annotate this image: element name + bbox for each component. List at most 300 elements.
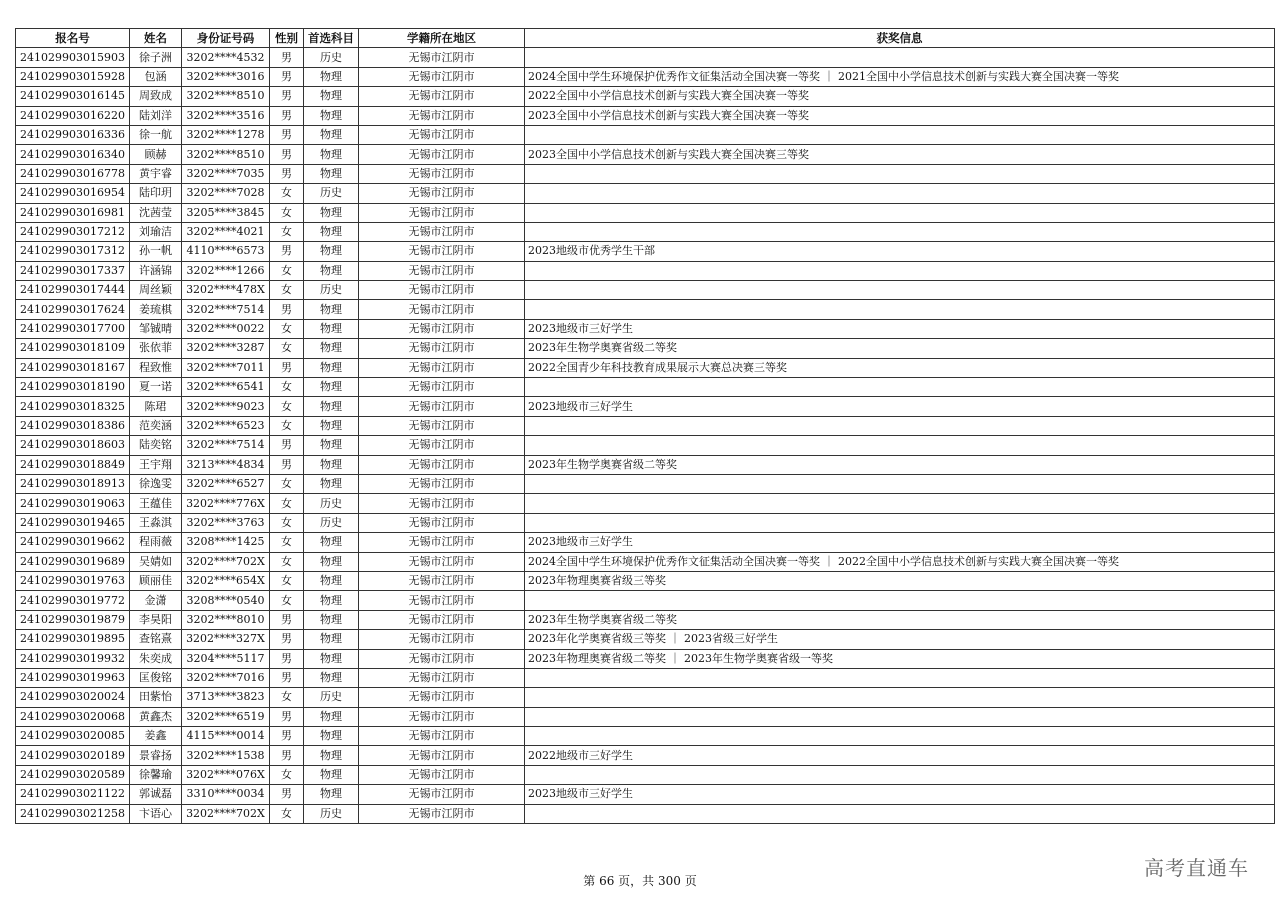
page-footer: 第 66 页，共 300 页 — [583, 874, 697, 888]
region-cell: 无锡市江阴市 — [358, 727, 524, 746]
gender-cell: 男 — [269, 242, 303, 261]
awards-cell — [524, 184, 1274, 203]
id-number-cell: 3205****3845 — [181, 203, 269, 222]
name-cell: 孙一帆 — [129, 242, 181, 261]
awards-cell — [524, 727, 1274, 746]
gender-cell: 男 — [269, 48, 303, 67]
subject-cell: 物理 — [303, 765, 358, 784]
gender-cell: 男 — [269, 707, 303, 726]
id-number-cell: 3202****8510 — [181, 87, 269, 106]
id-number-cell: 3202****776X — [181, 494, 269, 513]
gender-cell: 男 — [269, 649, 303, 668]
id-number-cell: 3202****7514 — [181, 300, 269, 319]
subject-cell: 物理 — [303, 339, 358, 358]
region-cell: 无锡市江阴市 — [358, 649, 524, 668]
region-cell: 无锡市江阴市 — [358, 242, 524, 261]
gender-cell: 女 — [269, 571, 303, 590]
table-row — [16, 184, 1275, 203]
awards-cell — [524, 494, 1274, 513]
registration-no-cell: 241029903018913 — [16, 474, 130, 493]
name-cell: 夏一诺 — [129, 378, 181, 397]
name-cell: 郭诚磊 — [129, 785, 181, 804]
registration-no-cell: 241029903017700 — [16, 319, 130, 338]
registration-no-cell: 241029903016954 — [16, 184, 130, 203]
table-row — [16, 397, 1275, 416]
registration-no-cell: 241029903019689 — [16, 552, 130, 571]
gender-cell: 男 — [269, 785, 303, 804]
id-number-cell: 3213****4834 — [181, 455, 269, 474]
registration-no-cell: 241029903019963 — [16, 668, 130, 687]
gender-cell: 男 — [269, 67, 303, 86]
awards-cell: 2023全国中小学信息技术创新与实践大赛全国决赛一等奖 — [524, 106, 1274, 125]
region-cell: 无锡市江阴市 — [358, 164, 524, 183]
gender-cell: 男 — [269, 145, 303, 164]
gender-cell: 女 — [269, 397, 303, 416]
registration-no-cell: 241029903019772 — [16, 591, 130, 610]
id-number-cell: 3208****0540 — [181, 591, 269, 610]
name-cell: 匡俊铭 — [129, 668, 181, 687]
gender-cell: 女 — [269, 281, 303, 300]
registration-no-cell: 241029903016778 — [16, 164, 130, 183]
table-row — [16, 630, 1275, 649]
registration-no-cell: 241029903020589 — [16, 765, 130, 784]
table-row — [16, 164, 1275, 183]
name-cell: 金潇 — [129, 591, 181, 610]
registration-no-cell: 241029903019763 — [16, 571, 130, 590]
subject-cell: 物理 — [303, 319, 358, 338]
awards-cell — [524, 436, 1274, 455]
name-cell: 张依菲 — [129, 339, 181, 358]
table-row — [16, 610, 1275, 629]
registration-no-cell: 241029903019879 — [16, 610, 130, 629]
name-cell: 周致成 — [129, 87, 181, 106]
id-number-cell: 4110****6573 — [181, 242, 269, 261]
subject-cell: 物理 — [303, 87, 358, 106]
registration-no-cell: 241029903015928 — [16, 67, 130, 86]
awards-cell: 2024全国中学生环境保护优秀作文征集活动全国决赛一等奖 ｜ 2021全国中小学信息技术创新与实践大赛全国决赛一等奖 — [524, 67, 1274, 86]
gender-cell: 女 — [269, 552, 303, 571]
id-number-cell: 3202****8010 — [181, 610, 269, 629]
gender-cell: 女 — [269, 222, 303, 241]
table-row — [16, 474, 1275, 493]
awards-cell: 2022全国青少年科技教育成果展示大赛总决赛三等奖 — [524, 358, 1274, 377]
region-cell: 无锡市江阴市 — [358, 571, 524, 590]
subject-cell: 物理 — [303, 416, 358, 435]
id-number-cell: 3202****3516 — [181, 106, 269, 125]
subject-cell: 物理 — [303, 164, 358, 183]
region-cell: 无锡市江阴市 — [358, 785, 524, 804]
registration-no-cell: 241029903019932 — [16, 649, 130, 668]
gender-cell: 女 — [269, 339, 303, 358]
id-number-cell: 3202****4532 — [181, 48, 269, 67]
table-header-row — [16, 29, 1275, 48]
name-cell: 许涵锦 — [129, 261, 181, 280]
name-cell: 徐一航 — [129, 125, 181, 144]
table-row — [16, 416, 1275, 435]
table-row — [16, 668, 1275, 687]
gender-cell: 女 — [269, 494, 303, 513]
awards-cell — [524, 688, 1274, 707]
subject-cell: 物理 — [303, 436, 358, 455]
awards-cell — [524, 591, 1274, 610]
admissions-table — [15, 28, 1275, 824]
awards-cell — [524, 300, 1274, 319]
table-row — [16, 125, 1275, 144]
table-row — [16, 804, 1275, 823]
name-cell: 李昊阳 — [129, 610, 181, 629]
region-cell: 无锡市江阴市 — [358, 222, 524, 241]
subject-cell: 物理 — [303, 746, 358, 765]
name-cell: 田紫怡 — [129, 688, 181, 707]
subject-cell: 物理 — [303, 125, 358, 144]
registration-no-cell: 241029903015903 — [16, 48, 130, 67]
gender-cell: 女 — [269, 416, 303, 435]
id-number-cell: 3310****0034 — [181, 785, 269, 804]
header-name: 姓名 — [129, 29, 181, 48]
region-cell: 无锡市江阴市 — [358, 281, 524, 300]
region-cell: 无锡市江阴市 — [358, 668, 524, 687]
id-number-cell: 3202****1278 — [181, 125, 269, 144]
name-cell: 顾赫 — [129, 145, 181, 164]
gender-cell: 男 — [269, 300, 303, 319]
awards-cell: 2023地级市三好学生 — [524, 319, 1274, 338]
region-cell: 无锡市江阴市 — [358, 804, 524, 823]
registration-no-cell: 241029903018325 — [16, 397, 130, 416]
awards-cell: 2023年生物学奥赛省级二等奖 — [524, 339, 1274, 358]
id-number-cell: 3202****3016 — [181, 67, 269, 86]
registration-no-cell: 241029903021122 — [16, 785, 130, 804]
subject-cell: 历史 — [303, 688, 358, 707]
gender-cell: 男 — [269, 610, 303, 629]
region-cell: 无锡市江阴市 — [358, 494, 524, 513]
subject-cell: 物理 — [303, 261, 358, 280]
gender-cell: 男 — [269, 455, 303, 474]
gender-cell: 男 — [269, 746, 303, 765]
id-number-cell: 4115****0014 — [181, 727, 269, 746]
id-number-cell: 3202****478X — [181, 281, 269, 300]
id-number-cell: 3202****654X — [181, 571, 269, 590]
region-cell: 无锡市江阴市 — [358, 688, 524, 707]
region-cell: 无锡市江阴市 — [358, 48, 524, 67]
id-number-cell: 3202****702X — [181, 804, 269, 823]
table-row — [16, 591, 1275, 610]
awards-cell: 2023地级市优秀学生干部 — [524, 242, 1274, 261]
registration-no-cell: 241029903017624 — [16, 300, 130, 319]
region-cell: 无锡市江阴市 — [358, 416, 524, 435]
awards-cell — [524, 125, 1274, 144]
table-row — [16, 87, 1275, 106]
registration-no-cell: 241029903018386 — [16, 416, 130, 435]
table-row — [16, 746, 1275, 765]
gender-cell: 女 — [269, 378, 303, 397]
region-cell: 无锡市江阴市 — [358, 203, 524, 222]
id-number-cell: 3202****3763 — [181, 513, 269, 532]
name-cell: 景睿扬 — [129, 746, 181, 765]
name-cell: 朱奕成 — [129, 649, 181, 668]
subject-cell: 历史 — [303, 184, 358, 203]
id-number-cell: 3202****8510 — [181, 145, 269, 164]
region-cell: 无锡市江阴市 — [358, 125, 524, 144]
gender-cell: 女 — [269, 688, 303, 707]
header-region: 学籍所在地区 — [358, 29, 524, 48]
name-cell: 姜琉棋 — [129, 300, 181, 319]
id-number-cell: 3202****6541 — [181, 378, 269, 397]
id-number-cell: 3202****3287 — [181, 339, 269, 358]
id-number-cell: 3204****5117 — [181, 649, 269, 668]
gender-cell: 男 — [269, 668, 303, 687]
table-row — [16, 707, 1275, 726]
region-cell: 无锡市江阴市 — [358, 513, 524, 532]
awards-cell — [524, 416, 1274, 435]
gender-cell: 女 — [269, 319, 303, 338]
region-cell: 无锡市江阴市 — [358, 455, 524, 474]
subject-cell: 历史 — [303, 513, 358, 532]
gender-cell: 女 — [269, 261, 303, 280]
awards-cell: 2022地级市三好学生 — [524, 746, 1274, 765]
table-row — [16, 261, 1275, 280]
subject-cell: 物理 — [303, 727, 358, 746]
table-row — [16, 319, 1275, 338]
name-cell: 陆印玥 — [129, 184, 181, 203]
name-cell: 徐馨瑜 — [129, 765, 181, 784]
name-cell: 范奕涵 — [129, 416, 181, 435]
registration-no-cell: 241029903021258 — [16, 804, 130, 823]
awards-cell: 2023地级市三好学生 — [524, 785, 1274, 804]
registration-no-cell: 241029903018190 — [16, 378, 130, 397]
subject-cell: 物理 — [303, 397, 358, 416]
id-number-cell: 3202****4021 — [181, 222, 269, 241]
registration-no-cell: 241029903018849 — [16, 455, 130, 474]
awards-cell — [524, 378, 1274, 397]
registration-no-cell: 241029903020068 — [16, 707, 130, 726]
registration-no-cell: 241029903017312 — [16, 242, 130, 261]
gender-cell: 女 — [269, 533, 303, 552]
region-cell: 无锡市江阴市 — [358, 474, 524, 493]
awards-cell: 2023年生物学奥赛省级二等奖 — [524, 455, 1274, 474]
table-row — [16, 649, 1275, 668]
name-cell: 徐子洲 — [129, 48, 181, 67]
awards-cell — [524, 474, 1274, 493]
table-row — [16, 378, 1275, 397]
registration-no-cell: 241029903018603 — [16, 436, 130, 455]
id-number-cell: 3202****6527 — [181, 474, 269, 493]
id-number-cell: 3202****7028 — [181, 184, 269, 203]
region-cell: 无锡市江阴市 — [358, 106, 524, 125]
registration-no-cell: 241029903018167 — [16, 358, 130, 377]
subject-cell: 物理 — [303, 455, 358, 474]
awards-cell: 2023地级市三好学生 — [524, 397, 1274, 416]
gender-cell: 女 — [269, 513, 303, 532]
name-cell: 吴婧如 — [129, 552, 181, 571]
subject-cell: 物理 — [303, 222, 358, 241]
table-row — [16, 513, 1275, 532]
name-cell: 陈珺 — [129, 397, 181, 416]
table-row — [16, 281, 1275, 300]
subject-cell: 物理 — [303, 785, 358, 804]
subject-cell: 物理 — [303, 630, 358, 649]
region-cell: 无锡市江阴市 — [358, 610, 524, 629]
region-cell: 无锡市江阴市 — [358, 300, 524, 319]
id-number-cell: 3202****327X — [181, 630, 269, 649]
id-number-cell: 3202****9023 — [181, 397, 269, 416]
region-cell: 无锡市江阴市 — [358, 630, 524, 649]
region-cell: 无锡市江阴市 — [358, 378, 524, 397]
name-cell: 陆奕铭 — [129, 436, 181, 455]
region-cell: 无锡市江阴市 — [358, 145, 524, 164]
subject-cell: 物理 — [303, 67, 358, 86]
region-cell: 无锡市江阴市 — [358, 533, 524, 552]
subject-cell: 物理 — [303, 106, 358, 125]
subject-cell: 历史 — [303, 48, 358, 67]
id-number-cell: 3202****7514 — [181, 436, 269, 455]
subject-cell: 历史 — [303, 281, 358, 300]
name-cell: 查铭熹 — [129, 630, 181, 649]
name-cell: 卞语心 — [129, 804, 181, 823]
registration-no-cell: 241029903016336 — [16, 125, 130, 144]
id-number-cell: 3713****3823 — [181, 688, 269, 707]
subject-cell: 历史 — [303, 804, 358, 823]
region-cell: 无锡市江阴市 — [358, 358, 524, 377]
registration-no-cell: 241029903017212 — [16, 222, 130, 241]
region-cell: 无锡市江阴市 — [358, 436, 524, 455]
table-row — [16, 552, 1275, 571]
awards-cell: 2023地级市三好学生 — [524, 533, 1274, 552]
table-row — [16, 727, 1275, 746]
table-row — [16, 571, 1275, 590]
registration-no-cell: 241029903017337 — [16, 261, 130, 280]
registration-no-cell: 241029903019063 — [16, 494, 130, 513]
name-cell: 姜鑫 — [129, 727, 181, 746]
name-cell: 包涵 — [129, 67, 181, 86]
table-row — [16, 106, 1275, 125]
id-number-cell: 3202****702X — [181, 552, 269, 571]
registration-no-cell: 241029903016220 — [16, 106, 130, 125]
awards-cell: 2023年物理奥赛省级二等奖 ｜ 2023年生物学奥赛省级一等奖 — [524, 649, 1274, 668]
registration-no-cell: 241029903016340 — [16, 145, 130, 164]
subject-cell: 物理 — [303, 649, 358, 668]
subject-cell: 物理 — [303, 571, 358, 590]
gender-cell: 男 — [269, 727, 303, 746]
region-cell: 无锡市江阴市 — [358, 87, 524, 106]
id-number-cell: 3202****7011 — [181, 358, 269, 377]
region-cell: 无锡市江阴市 — [358, 67, 524, 86]
awards-cell — [524, 48, 1274, 67]
name-cell: 黄宇睿 — [129, 164, 181, 183]
awards-cell: 2022全国中小学信息技术创新与实践大赛全国决赛一等奖 — [524, 87, 1274, 106]
awards-cell: 2023全国中小学信息技术创新与实践大赛全国决赛三等奖 — [524, 145, 1274, 164]
region-cell: 无锡市江阴市 — [358, 184, 524, 203]
awards-cell — [524, 668, 1274, 687]
awards-cell — [524, 804, 1274, 823]
region-cell: 无锡市江阴市 — [358, 591, 524, 610]
region-cell: 无锡市江阴市 — [358, 765, 524, 784]
gender-cell: 女 — [269, 765, 303, 784]
region-cell: 无锡市江阴市 — [358, 339, 524, 358]
id-number-cell: 3208****1425 — [181, 533, 269, 552]
table-row — [16, 339, 1275, 358]
gender-cell: 男 — [269, 358, 303, 377]
subject-cell: 历史 — [303, 494, 358, 513]
id-number-cell: 3202****7035 — [181, 164, 269, 183]
gender-cell: 女 — [269, 474, 303, 493]
region-cell: 无锡市江阴市 — [358, 397, 524, 416]
subject-cell: 物理 — [303, 552, 358, 571]
name-cell: 王淼淇 — [129, 513, 181, 532]
region-cell: 无锡市江阴市 — [358, 552, 524, 571]
registration-no-cell: 241029903019465 — [16, 513, 130, 532]
id-number-cell: 3202****1266 — [181, 261, 269, 280]
gender-cell: 女 — [269, 184, 303, 203]
name-cell: 顾丽佳 — [129, 571, 181, 590]
table-row — [16, 358, 1275, 377]
table-row — [16, 494, 1275, 513]
name-cell: 徐逸雯 — [129, 474, 181, 493]
registration-no-cell: 241029903020085 — [16, 727, 130, 746]
registration-no-cell: 241029903020189 — [16, 746, 130, 765]
name-cell: 邹铖晴 — [129, 319, 181, 338]
awards-cell: 2023年化学奥赛省级三等奖 ｜ 2023省级三好学生 — [524, 630, 1274, 649]
name-cell: 黄鑫杰 — [129, 707, 181, 726]
gender-cell: 男 — [269, 106, 303, 125]
awards-cell — [524, 281, 1274, 300]
header-gender: 性别 — [269, 29, 303, 48]
name-cell: 程致惟 — [129, 358, 181, 377]
table-row — [16, 300, 1275, 319]
subject-cell: 物理 — [303, 707, 358, 726]
id-number-cell: 3202****0022 — [181, 319, 269, 338]
table-row — [16, 67, 1275, 86]
table-row — [16, 436, 1275, 455]
id-number-cell: 3202****076X — [181, 765, 269, 784]
awards-cell — [524, 707, 1274, 726]
name-cell: 程雨薇 — [129, 533, 181, 552]
registration-no-cell: 241029903016145 — [16, 87, 130, 106]
region-cell: 无锡市江阴市 — [358, 261, 524, 280]
table-row — [16, 222, 1275, 241]
subject-cell: 物理 — [303, 242, 358, 261]
id-number-cell: 3202****7016 — [181, 668, 269, 687]
watermark: 高考直通车 — [1144, 856, 1249, 880]
table-body — [16, 48, 1275, 824]
awards-cell: 2023年生物学奥赛省级二等奖 — [524, 610, 1274, 629]
table-row — [16, 455, 1275, 474]
table-row — [16, 688, 1275, 707]
registration-no-cell: 241029903019662 — [16, 533, 130, 552]
table-row — [16, 242, 1275, 261]
registration-no-cell: 241029903016981 — [16, 203, 130, 222]
id-number-cell: 3202****6523 — [181, 416, 269, 435]
subject-cell: 物理 — [303, 300, 358, 319]
table-row — [16, 145, 1275, 164]
subject-cell: 物理 — [303, 203, 358, 222]
awards-cell — [524, 261, 1274, 280]
subject-cell: 物理 — [303, 145, 358, 164]
subject-cell: 物理 — [303, 378, 358, 397]
name-cell: 刘瑜洁 — [129, 222, 181, 241]
subject-cell: 物理 — [303, 474, 358, 493]
awards-cell: 2024全国中学生环境保护优秀作文征集活动全国决赛一等奖 ｜ 2022全国中小学信息技术创新与实践大赛全国决赛一等奖 — [524, 552, 1274, 571]
name-cell: 周丝颖 — [129, 281, 181, 300]
region-cell: 无锡市江阴市 — [358, 707, 524, 726]
gender-cell: 女 — [269, 591, 303, 610]
table-row — [16, 533, 1275, 552]
gender-cell: 男 — [269, 87, 303, 106]
name-cell: 王蕴佳 — [129, 494, 181, 513]
awards-cell — [524, 203, 1274, 222]
table-row — [16, 785, 1275, 804]
id-number-cell: 3202****6519 — [181, 707, 269, 726]
subject-cell: 物理 — [303, 610, 358, 629]
